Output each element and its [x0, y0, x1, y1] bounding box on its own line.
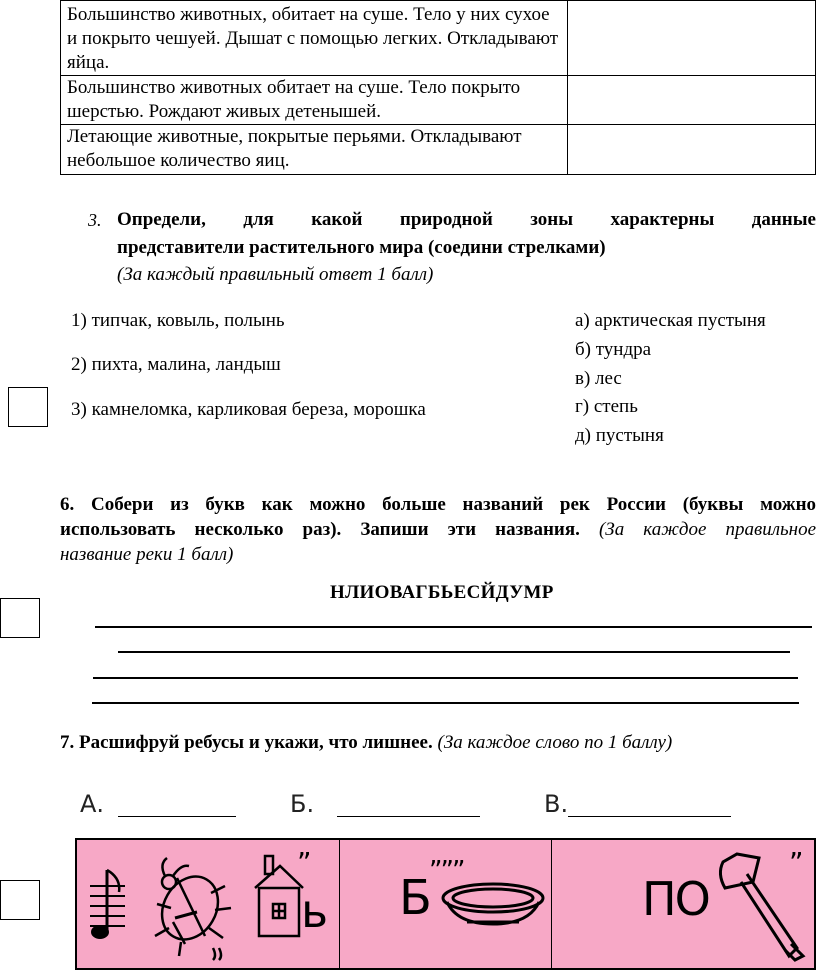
beetle-icon — [151, 858, 231, 960]
question-6-text: Собери из букв как можно больше названий рек России (буквы можно — [90, 494, 816, 515]
rebus-b-quotes: ””” — [429, 856, 464, 886]
table-cell-description: Летающие животные, покрытые перьями. Откладывают небольшое количество яиц. — [61, 125, 568, 175]
answer-cell[interactable] — [568, 125, 816, 175]
question-6-text: использовать несколько раз). Запиши эти названия. — [60, 519, 580, 540]
question-6-line2 — [60, 519, 816, 541]
question-7-score-note: (За каждое слово по 1 баллу) — [437, 732, 673, 753]
zone-list-item[interactable]: д) пустыня — [575, 425, 664, 446]
table-cell-description: Большинство животных обитает на суше. Тело покрыто шерстью. Рождают живых детенышей. — [61, 76, 568, 125]
rebus-b-letter: Б — [399, 870, 432, 926]
question-6-score-note: (За каждое правильное — [598, 519, 816, 540]
rebus-answer-line-v[interactable] — [568, 816, 731, 817]
answer-line[interactable] — [93, 677, 798, 679]
score-box[interactable] — [8, 387, 48, 427]
rebus-strip — [75, 838, 816, 970]
answer-cell[interactable] — [568, 1, 816, 76]
plant-list-item[interactable]: 2) пихта, малина, ландыш — [71, 354, 281, 375]
zone-list-item[interactable]: в) лес — [575, 368, 622, 389]
zone-list-item[interactable]: г) степь — [575, 396, 638, 417]
zone-list-item[interactable]: а) арктическая пустыня — [575, 310, 766, 331]
answer-line[interactable] — [95, 626, 812, 628]
rebus-c-letters: ПО — [642, 872, 709, 926]
title-word: данные — [751, 209, 816, 230]
answer-line[interactable] — [92, 702, 799, 704]
rebus-label-b: Б. — [290, 790, 315, 818]
title-word: для — [243, 209, 274, 230]
title-word: характерны — [610, 209, 715, 230]
table-row — [61, 1, 816, 76]
title-word: Определи, — [117, 209, 206, 230]
rebus-a-soft-sign: ь — [301, 884, 329, 938]
music-note-icon — [90, 870, 125, 938]
rebus-answer-line-b[interactable] — [337, 816, 480, 817]
question-7-title — [60, 732, 672, 754]
question-6-number: 6. — [60, 494, 75, 515]
question-7-text: 7. Расшифруй ребусы и укажи, что лишнее. — [60, 732, 433, 753]
house-icon — [255, 856, 303, 936]
question-3-number: 3. — [88, 210, 102, 230]
title-word: природной — [399, 209, 493, 230]
question-6-line1 — [60, 494, 816, 516]
rebus-label-a: А. — [80, 790, 105, 818]
plant-list-item[interactable]: 1) типчак, ковыль, полынь — [71, 310, 285, 331]
animal-classes-table — [60, 0, 816, 175]
answer-cell[interactable] — [568, 76, 816, 125]
table-row — [61, 125, 816, 175]
question-3-title-line2: представители растительного мира (соедини стрелками) — [117, 237, 606, 258]
question-3-title-line1 — [117, 207, 816, 233]
zone-list-item[interactable]: б) тундра — [575, 339, 652, 360]
title-word: зоны — [530, 209, 574, 230]
score-box[interactable] — [0, 880, 40, 920]
rebus-answer-line-a[interactable] — [118, 816, 236, 817]
plate-icon — [437, 876, 549, 936]
table-cell-description: Большинство животных, обитает на суше. Тело у них сухое и покрыто чешуей. Дышат с помощью легких. Откладывают яйца. — [61, 1, 568, 76]
table-row — [61, 76, 816, 125]
rebus-label-v: В. — [544, 790, 569, 818]
rebus-a-quote: ” — [297, 846, 312, 879]
letter-set: НЛИОВАГБЬЕСЙДУМР — [330, 582, 554, 603]
rebus-c-quote: ” — [789, 846, 804, 879]
plant-list-item[interactable]: 3) камнеломка, карликовая береза, морошка — [71, 399, 426, 420]
question-6-score-note-cont: название реки 1 балл) — [60, 544, 234, 565]
question-3-score-note: (За каждый правильный ответ 1 балл) — [117, 264, 434, 285]
score-box[interactable] — [0, 598, 40, 638]
title-word: какой — [311, 209, 363, 230]
answer-line[interactable] — [118, 651, 790, 653]
